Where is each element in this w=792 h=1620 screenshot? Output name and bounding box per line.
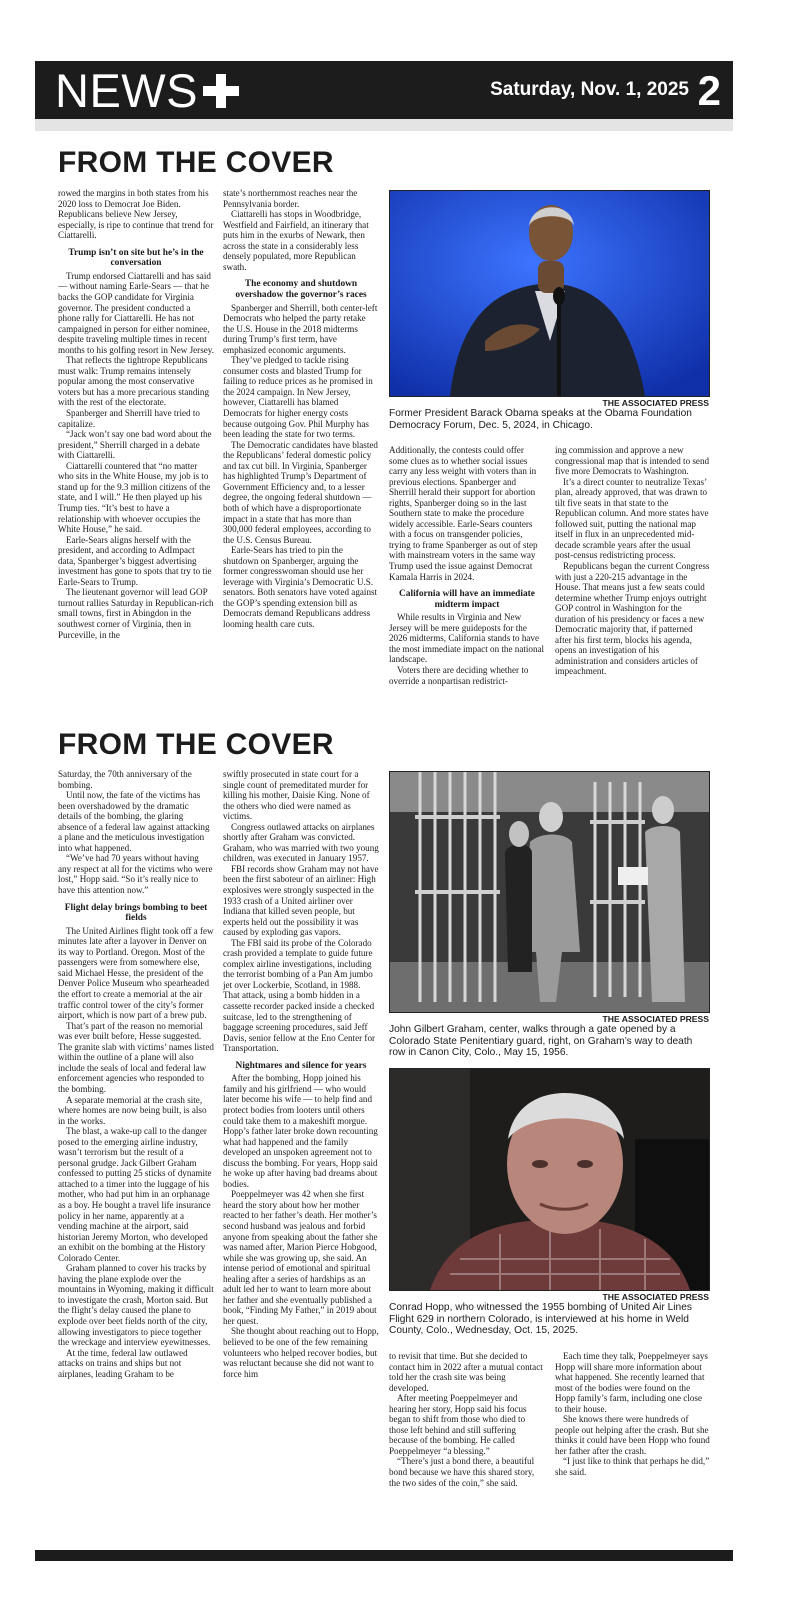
paragraph: Earle-Sears aligns herself with the president, and according to AdImpact data, Spanberger’s biggest advertising investment has gone to spots that try to tie Earle-Sears to Trump. [58,534,212,587]
paragraph: Ciattarelli has stops in Woodbridge, Westfield and Fairfield, an itinerary that puts him in the exurbs of Newark, then across the state in a considerably less densely populated, more Republican swath. [223,209,369,272]
paragraph: Poeppelmeyer was 42 when she first heard the story about how her mother reacted to her father’s death. Her mother’s second husband was jealous and forbid anyone from speaking about the father she was named after, Marion Pierce Hobgood, while she was growing up, she said. An intense period of emotional and spiritual healing after a series of hardships as an adult led her to want to learn more about her father and she eventually published a book, “Finding My Father,” in 2019 about her quest. [223,1189,378,1326]
subheading: California will have an immediate midterm impact [399,589,535,610]
paragraph: “We’ve had 70 years without having any respect at all for the victims who were lost,” Hopp said. “So it’s really nice to have this attention now.” [58,853,213,896]
masthead-date: Saturday, Nov. 1, 2025 [490,79,689,100]
paragraph: Earle-Sears has tried to pin the shutdown on Spanberger, arguing the former congresswoman should use her leverage with Virginia’s Democratic U.S. senators. Both senators have voted against the GOP’s spending extension bill as Democrats demand Republicans address looming health care cuts. [223,545,378,629]
paragraph: Spanberger and Sherrill, both center-left Democrats who helped the party retake the U.S. House in the 2018 midterms during Trump’s first term, have emphasized economic arguments. [223,302,378,355]
subheading: Flight delay brings bombing to beet fields [64,902,208,924]
paragraph: state’s northernmost reaches near the Pennsylvania border. [223,188,358,209]
section-heading: FROM THE COVER [58,146,334,179]
article-column [58,769,214,1543]
paragraph: While results in Virginia and New Jersey will be mere guideposts for the 2026 midterms, California stands to have the most immediate impact on the national landscape. [389,612,545,665]
paragraph: She thought about reaching out to Hopp, believed to be one of the few remaining volunteers who helped recover bodies, but was reluctant because she did not want to force him [223,1326,379,1379]
paragraph: The United Airlines flight took off a few minutes late after a layover in Denver on its way to Portland. Oregon. Most of the passengers were from somewhere else, said Michael Hesse, the president of the Denver Police Museum who spearheaded the effort to create a memorial at the air traffic control tower of the city’s former airport, which is now part of a brew pub. [58,925,214,1021]
paragraph: She knows there were hundreds of people out helping after the crash. But she thinks it could have been Hopp who found her father after the crash. [555,1414,710,1456]
paragraph: The FBI said its probe of the Colorado crash provided a template to guide future complex airline investigations, including the terrorist bombing of a Pan Am jumbo jet over Lockerbie, Scotland, in 1988. That attack, using a bomb hidden in a cassette recorder packed inside a checked suitcase, led to the strengthening of baggage screening procedures, said Jeff Davis, senior fellow at the Eno Center for Transportation. [223,937,376,1054]
paragraph: A separate memorial at the crash site, where homes are now being built, is also in the works. [58,1094,207,1126]
paragraph: swiftly prosecuted in state court for a single count of premeditated murder for killing his mother, Daisie King. None of the others who died were named as victims. [223,769,370,822]
paragraph: Each time they talk, Poeppelmeyer says Hopp will share more information about what happened. She recently learned that most of the bodies were found on the Hopp family’s farm, including one close to their house. [555,1351,708,1414]
masthead-brand: NEWS [55,64,198,117]
paragraph: Ciattarelli countered that “no matter who sits in the White House, my job is to stand up for the 9.3 million citizens of the state, and I will.” He then played up his Trump ties. “It’s best to have a relationship with whoever occupies the White House,” he said. [58,460,211,535]
paragraph: Spanberger and Sherrill have tried to capitalize. [58,408,200,429]
paragraph: After meeting Poeppelmeyer and hearing her story, Hopp said his focus began to shift from those who died to those left behind and still suffering because of the bombing. He called Poeppelmeyer “a blessing.” [389,1393,527,1456]
paragraph: They’ve pledged to tackle rising consumer costs and blasted Trump for failing to reduce prices as he promised in the 2024 campaign. In New Jersey, however, Ciattarelli has blamed Democrats for higher energy costs because outgoing Gov. Phil Murphy has been leading the state for two terms. [223,355,373,440]
plus-icon [203,74,239,108]
article-column [555,1351,711,1543]
paragraph: The Democratic candidates have blasted the Republicans’ federal domestic policy and tax cut bill. In Virginia, Spanberger has highlighted Trump’s Department of Government Efficiency and, to a lesser degree, the ongoing federal shutdown — both of which have a disproportionate impact in a state that has more than 300,000 federal employees, according to the U.S. Census Bureau. [223,439,378,545]
paragraph: After the bombing, Hopp joined his family and his girlfriend — who would later become his wife — to help find and protect bodies from looters until others could take them to a makeshift morgue. Hopp’s father later broke down recounting what had happened and the family developed an unspoken agreement not to discuss the bombing. For years, Hopp said he woke up after having bad dreams about bodies. [223,1073,378,1189]
page-number: 2 [697,67,721,114]
photo-caption: Former President Barack Obama speaks at the Obama Foundation Democracy Forum, Dec. 5, 2024, in Chicago. [389,408,692,431]
photo-credit: THE ASSOCIATED PRESS [602,1292,709,1302]
paragraph: “There’s just a bond there, a beautiful bond because we have this shared story, the two sides of the coin,” she said. [389,1456,535,1488]
photo-credit: THE ASSOCIATED PRESS [602,398,709,408]
section-heading: FROM THE COVER [58,728,334,761]
paragraph: Congress outlawed attacks on airplanes shortly after Graham was convicted. Graham, who was married with two young children, was executed in January 1957. [223,821,379,864]
subheading: The economy and shutdown overshadow the governor’s races [235,279,367,300]
paragraph: Voters there are deciding whether to override a nonpartisan redistrict- [389,665,529,686]
photo-caption: John Gilbert Graham, center, walks through a gate opened by a Colorado State Penitentiary guard, right, on Graham’s way to death row in Canon City, Colo., May 15, 1956. [389,1024,693,1059]
obama-photo [389,190,710,397]
paragraph: Republicans began the current Congress with just a 220-215 advantage in the House. That means just a few seats could determine whether Trump enjoys outright GOP control in Washington for the duration of his presidency or faces a new Democratic majority that, if patterned after his first term, blocks his agenda, opens an investigation of his administration and considers articles of impeachment. [555,561,710,677]
photo-caption: Conrad Hopp, who witnessed the 1955 bombing of United Air Lines Flight 629 in northern Colorado, is interviewed at his home in Weld County, Colo., Wednesday, Oct. 15, 2025. [389,1302,692,1337]
article-column [555,445,711,725]
article-column [223,188,379,725]
article-column [389,1351,545,1543]
article-column [389,445,545,725]
obama-photo-illustration [390,191,709,396]
subheading: Trump isn’t on site but he’s in the conversation [68,247,204,269]
paragraph: At the time, federal law outlawed attacks on trains and ships but not airplanes, leading Graham to be [58,1347,188,1379]
paragraph: FBI records show Graham may not have been the first saboteur of an airliner: High explosives were strongly suspected in the 1933 crash of a United airliner over Indiana that killed seven people, but experts held out the possibility it was caused by exploding gas vapors. [223,863,379,938]
subheading: Nightmares and silence for years [235,1060,367,1071]
paragraph: “Jack won’t say one bad word about the president,” Sherrill charged in a debate with Ciattarelli. [58,429,212,461]
paragraph: The blast, a wake-up call to the danger posed to the emerging airline industry, wasn’t terrorism but the result of a personal grudge. Jack Gilbert Graham confessed to putting 25 sticks of dynamite attached to a timer into the luggage of his mother, who had put him in an orphanage as a boy. He bought a travel life insurance policy in her name, apparently at a vending machine at the airport, said historian Jeremy Morton, who developed an exhibit on the bombing at the History Colorado Center. [58,1126,212,1263]
paragraph: to revisit that time. But she decided to contact him in 2022 after a mutual contact told her the crash site was being developed. [389,1351,543,1393]
photo-credit: THE ASSOCIATED PRESS [602,1014,709,1024]
paragraph: Saturday, the 70th anniversary of the bombing. [58,769,192,790]
paragraph: Additionally, the contests could offer some clues as to whether social issues carry any less weight with voters than in previous elections. Spanberger and Sherrill herald their support for abortion rights, Spanberger doing so in the last Southern state to make the procedure widely accessible. Earle-Sears counters with a focus on transgender policies, trying to frame Spanberger as out of step with mainstream voters in the same way Trump used the issue against Democrat Kamala Harris in 2024. [389,445,538,582]
paragraph: Trump endorsed Ciattarelli and has said — without naming Earle-Sears — that he backs the GOP candidate for Virginia governor. The president conducted a phone rally for Ciattarelli. He has not campaigned in person for either nominee, despite traveling multiple times in recent months to his golfing resort in New Jersey. [58,270,214,355]
paragraph: It’s a direct counter to neutralize Texas’ plan, already approved, that was drawn to tilt five seats in that state to the Republican column. And more states have followed suit, putting the national map itself in flux in an unprecedented mid-decade scramble years after the usual post-census redistricting process. [555,476,709,561]
paragraph: “I just like to think that perhaps he did,” she said. [555,1456,710,1478]
paragraph: Until now, the fate of the victims has been overshadowed by the dramatic details of the bombing, the glaring absence of a federal law against attacking a plane and the meticulous investigation into what happened. [58,790,210,853]
hopp-photo-illustration [390,1069,709,1290]
paragraph: rowed the margins in both states from his 2020 loss to Democrat Joe Biden. Republicans believe New Jersey, especially, is ripe to continue that trend for Ciattarelli. [58,188,214,241]
paragraph: The lieutenant governor will lead GOP turnout rallies Saturday in Republican-rich small towns, first in Abingdon in the southwest corner of Virginia, then in Purceville, in the [58,587,214,640]
hopp-photo [389,1068,710,1291]
article-column [223,769,379,1543]
graham-photo [389,771,710,1013]
paragraph: Graham planned to cover his tracks by having the plane explode over the mountains in Wyoming, making it difficult to investigate the crash, Morton said. But the flight’s delay caused the plane to explode over beet fields north of the city, allowing investigators to piece together the wreckage and interview eyewitnesses. [58,1263,214,1348]
masthead [35,61,733,119]
paragraph: That reflects the tightrope Republicans must walk: Trump remains intensely popular among the most conservative voters but has a more precarious standing with the rest of the electorate. [58,355,210,408]
graham-photo-illustration [390,772,709,1012]
footer-rule [35,1550,733,1561]
masthead-rule [35,119,733,131]
paragraph: That’s part of the reason no memorial was ever built before, Hesse suggested. The granite slab with victims’ names listed within the outline of a plane will also include the seals of local and federal law enforcement agencies who responded to the bombing. [58,1020,214,1094]
paragraph: ing commission and approve a new congressional map that is intended to send five more Democrats to Washington. [555,445,710,477]
article-column [58,188,214,725]
